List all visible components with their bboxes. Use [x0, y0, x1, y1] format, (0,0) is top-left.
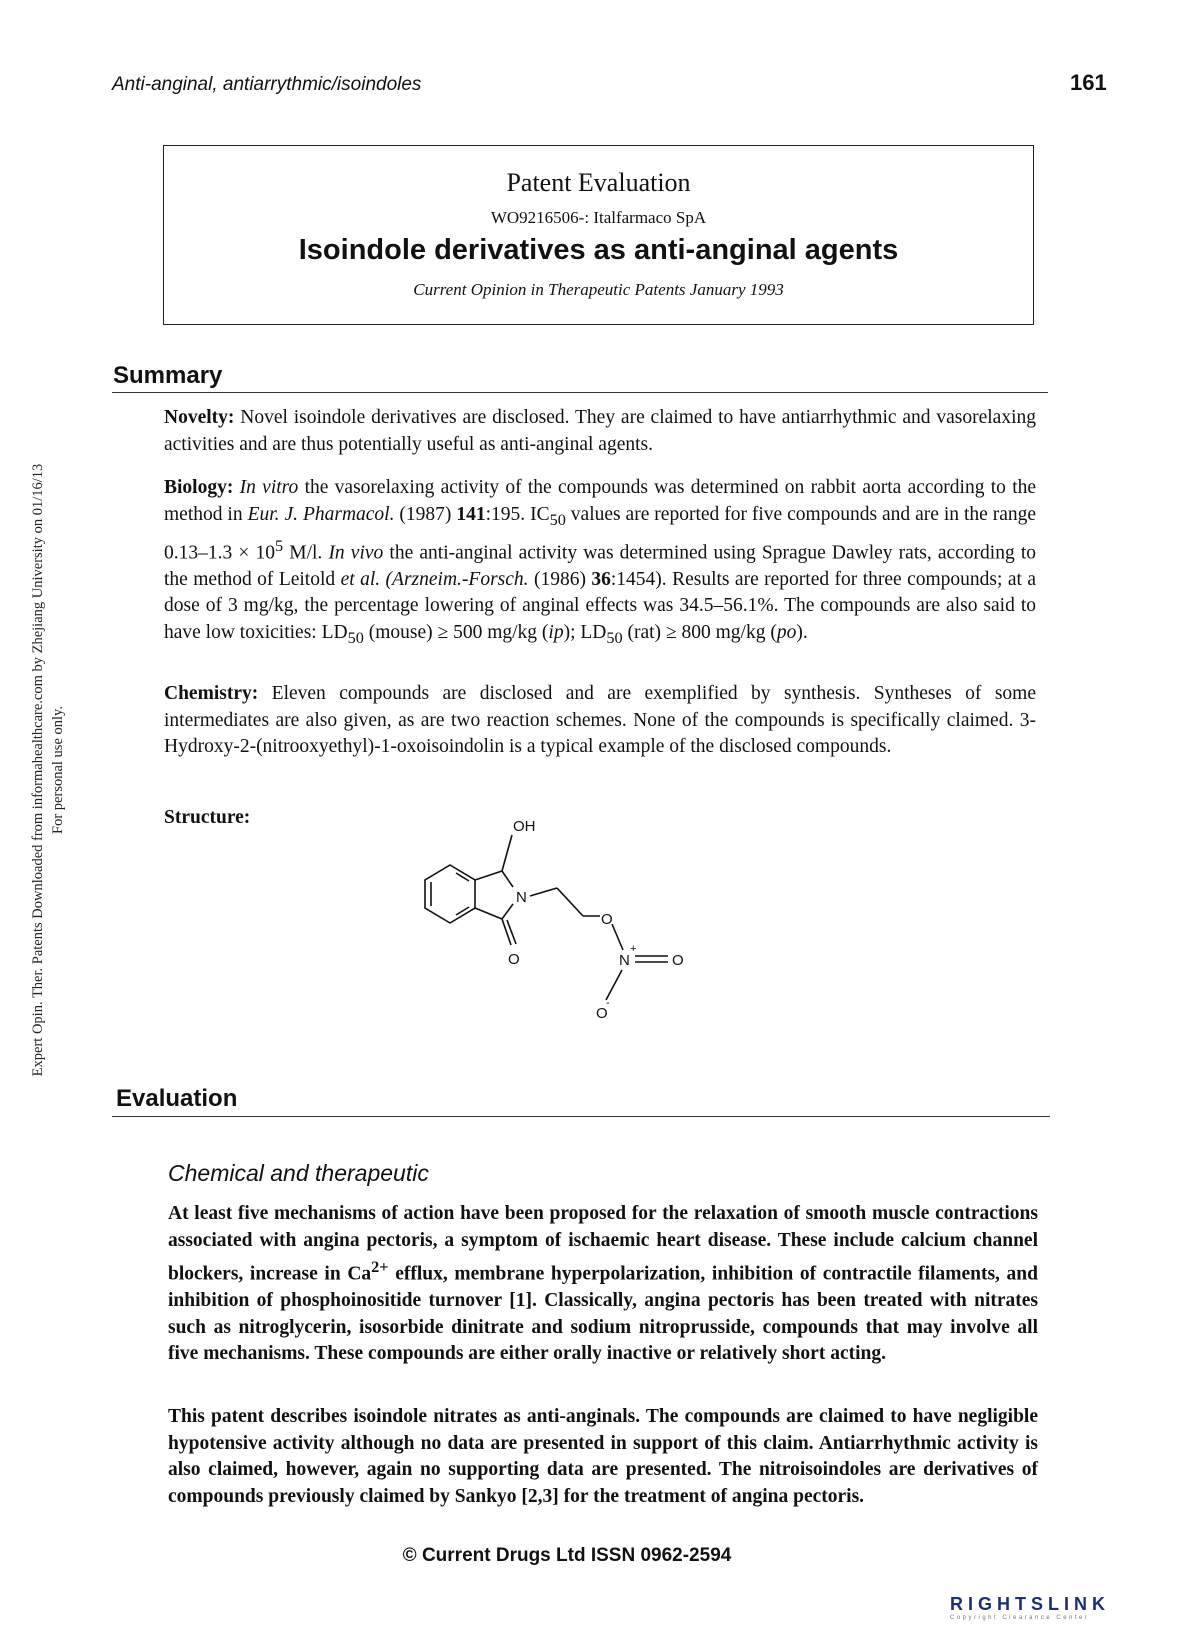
biology-paragraph: Biology: In vitro the vasorelaxing activity of the compounds was determined on rabbit aorta according to the method in Eur. J. Pharmacol. (1987) 141:195. $IC_{50}$ values are reported for five compounds and are in the range $0.13-1.3 \times 10^5$ M/l. In vivo the anti-anginal activity was determined using Sprague Dawley rats, according to the method of Leitold et al. (Arzneim.-Forsch. (1986) 36:1454). Results are reported for three compounds; at a dose of 3 mg/kg, the percentage lowering of anginal effects was 34.5–56.1%. The compounds are also said to have low toxicities: $LD_{50}$ (mouse) ≥ 500 mg/kg (ip); $LD_{50}$ (rat) ≥ 800 mg/kg (po). [164, 477, 1037, 647]
patent-header-box [163, 145, 1034, 325]
patent-evaluation-heading: Patent Evaluation [506, 168, 691, 197]
journal-citation: Current Opinion in Therapeutic Patents January 1993 [413, 280, 784, 299]
biology-label: Biology: [164, 477, 234, 498]
rightslink-wordmark: RIGHTSLINK [950, 1594, 1110, 1614]
ring-bond-c3 [475, 871, 502, 880]
summary-heading: Summary [113, 362, 223, 389]
download-watermark [28, 410, 68, 1130]
evaluation-subheading: Chemical and therapeutic [168, 1160, 429, 1186]
atom-o-minus: O [596, 1005, 608, 1022]
copyright-footer: © Current Drugs Ltd ISSN 0962-2594 [402, 1545, 732, 1566]
chemistry-label: Chemistry: [164, 683, 259, 704]
rightslink-tagline: Copyright Clearance Center [950, 1615, 1090, 1621]
chemistry-text: Eleven compounds are disclosed and are exemplified by synthesis. Syntheses of some intermediates are also given, as are two reaction schemes. None of the compounds is specifically claimed. 3-Hydroxy-2-(nitrooxyethyl)-1-oxoisoindolin is a typical example of the disclosed compounds. [164, 683, 1036, 757]
n-o-minus-bond [606, 970, 622, 1000]
carbonyl-bond-2 [507, 920, 516, 944]
carbonyl-bond-1 [502, 919, 511, 945]
article-title: Isoindole derivatives as anti-anginal agents [298, 234, 899, 266]
structure-label: Structure: [164, 807, 251, 828]
o-n-bond [612, 924, 623, 950]
ring-bond-c1 [475, 908, 502, 919]
rightslink-logo[interactable] [950, 1594, 1180, 1621]
page-number: 161 [1070, 70, 1107, 95]
charge-minus: - [606, 997, 610, 1009]
benzene-inner-bond-1 [456, 873, 469, 881]
summary-rule [112, 392, 1048, 393]
chain-bond-2 [557, 888, 583, 916]
chemistry-paragraph [164, 681, 1036, 761]
benzene-ring [425, 865, 475, 923]
evaluation-heading: Evaluation [116, 1085, 238, 1112]
atom-o-ketone: O [508, 951, 520, 968]
chemical-structure-diagram [420, 818, 750, 1040]
novelty-label: Novelty: [164, 407, 235, 428]
charge-plus: + [630, 943, 637, 955]
patent-number: WO9216506-: Italfarmaco SpA [490, 208, 707, 227]
evaluation-rule [112, 1116, 1050, 1117]
in-vitro-term: In vitro [239, 477, 299, 498]
atom-n: N [516, 889, 527, 906]
ring-bond-c3-n [502, 871, 513, 887]
benzene-inner-bond-2 [456, 907, 469, 915]
oh-bond [502, 835, 512, 871]
chain-bond-1 [530, 888, 557, 896]
atom-n-plus: N [619, 952, 630, 969]
atom-o-double: O [672, 952, 684, 969]
evaluation-paragraph-2: This patent describes isoindole nitrates as anti-anginals. The compounds are claimed to have negligible hypotensive activity although no data are presented in support of this claim. Antiarrhythmic activity is also claimed, however, again no supporting data are presented. The nitroisoindoles are derivatives of compounds previously claimed by Sankyo [2,3] for the treatment of angina pectoris. [168, 1406, 1038, 1507]
running-head: Anti-anginal, antiarrythmic/isoindoles [112, 74, 422, 95]
in-vivo-term: In vivo [328, 542, 384, 564]
atom-oh: OH [513, 818, 536, 835]
evaluation-paragraph-1: At least five mechanisms of action have been proposed for the relaxation of smooth muscle contractions associated with angina pectoris, a symptom of ischaemic heart disease. These include calcium channel blockers, increase in $Ca^{2+}$ efflux, membrane hyperpolarization, inhibition of contractile filaments, and inhibition of phosphoinositide turnover [1]. Classically, angina pectoris has been treated with nitrates such as nitroglycerin, isosorbide dinitrate and sodium nitroprusside, compounds that may involve all five mechanisms. These compounds are either orally inactive or relatively short acting. [168, 1203, 1038, 1364]
watermark-line-1: Expert Opin. Ther. Patents Downloaded from informahealthcare.com by Zhejiang University on 01/16/13 [30, 463, 46, 1077]
watermark-line-2: For personal use only. [50, 706, 66, 834]
novelty-paragraph [164, 405, 1036, 458]
ring-bond-n-c1 [502, 904, 513, 919]
atom-o-ester: O [601, 911, 613, 928]
novelty-text: Novel isoindole derivatives are disclosed. They are claimed to have antiarrhythmic and vasorelaxing activities and are thus potentially useful as anti-anginal agents. [164, 407, 1037, 455]
